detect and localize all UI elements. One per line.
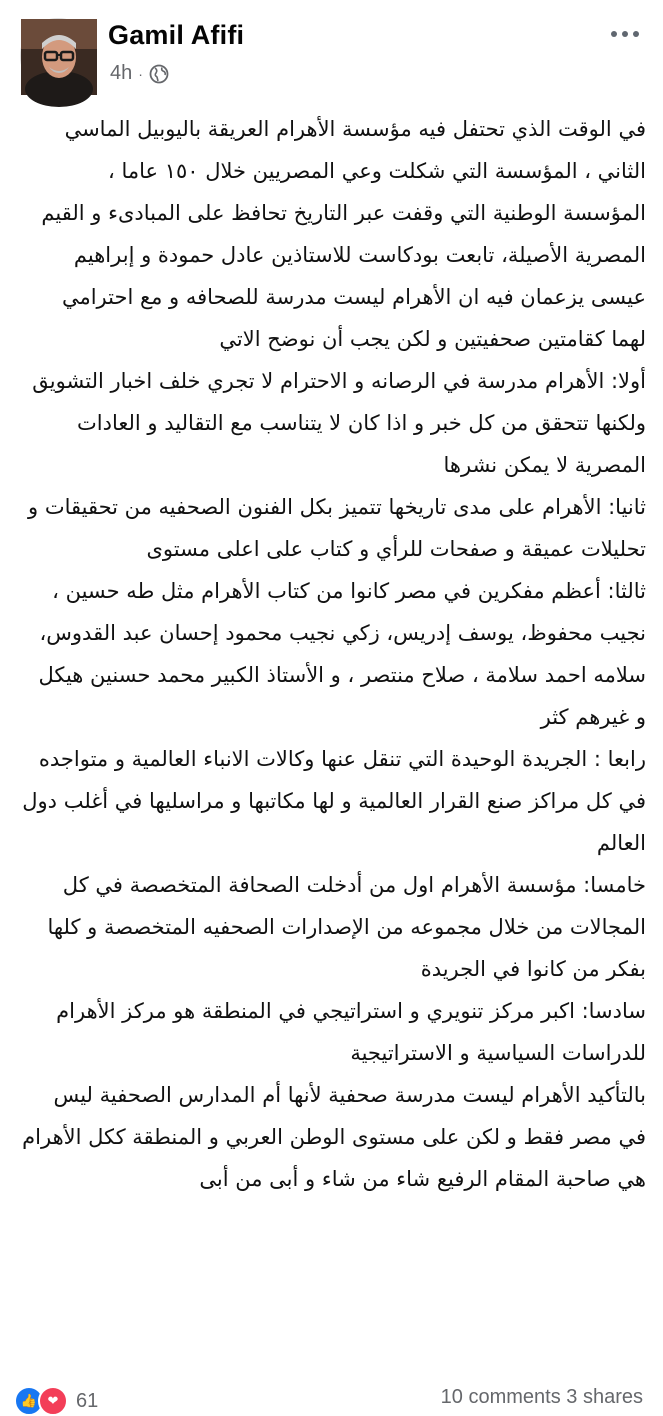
post-footer	[0, 1384, 663, 1412]
more-dot-icon	[622, 31, 628, 37]
post-paragraph: خامسا: مؤسسة الأهرام اول من أدخلت الصحافة المتخصصة في كل المجالات من خلال مجموعه من الإصدارات الصحفيه المتخصصة و كلها بفكر من كانوا في الجريدة	[47, 873, 646, 981]
post-header	[0, 0, 663, 100]
post-text	[22, 108, 646, 1200]
more-options-button[interactable]	[605, 22, 645, 46]
post-paragraph: أولا: الأهرام مدرسة في الرصانه و الاحترام لا تجري خلف اخبار التشويق ولكنها تتحقق من كل خبر و اذا كان لا يتناسب مع التقاليد و العادات المصرية لا يمكن نشرها	[32, 369, 646, 477]
post-paragraph: سادسا: اكبر مركز تنويري و استراتيجي في المنطقة هو مركز الأهرام للدراسات السياسية و الاستراتيجية	[56, 999, 646, 1065]
globe-icon	[149, 64, 169, 84]
post-meta	[110, 62, 169, 85]
post-paragraph: ثالثا: أعظم مفكرين في مصر كانوا من كتاب الأهرام مثل طه حسين ، نجيب محفوظ، يوسف إدريس، زكي نجيب محمود إحسان عبد القدوس، سلامه احمد سلامة ، صلاح منتصر ، و الأستاذ الكبير محمد حسنين هيكل و غيرهم كثر	[38, 579, 646, 729]
post-time[interactable]: 4h	[110, 62, 133, 84]
meta-separator: ·	[138, 65, 143, 82]
post-paragraph: ثانيا: الأهرام على مدى تاريخها تتميز بكل الفنون الصحفيه من تحقيقات و تحليلات عميقة و صفحات للرأي و كتاب على اعلى مستوى	[28, 495, 646, 561]
reactions-summary[interactable]	[14, 1386, 98, 1416]
more-dot-icon	[633, 31, 639, 37]
post-paragraph: في الوقت الذي تحتفل فيه مؤسسة الأهرام العريقة باليوبيل الماسي الثاني ، المؤسسة التي شكلت وعي المصريين خلال ١٥٠ عاما ، المؤسسة الوطنية التي وقفت عبر التاريخ تحافظ على المبادىء و القيم المصرية الأصيلة، تابعت بودكاست للاستاذين عادل حمودة و إبراهيم عيسى يزعمان فيه ان الأهرام ليست مدرسة للصحافه و مع احترامي لهما كقامتين صحفيتين و لكن يجب أن نوضح الاتي	[41, 117, 646, 351]
post-paragraph: بالتأكيد الأهرام ليست مدرسة صحفية لأنها أم المدارس الصحفية ليس في مصر فقط و لكن على مستوى الوطن العربي و المنطقة ككل الأهرام هي صاحبة المقام الرفيع شاء من شاء و أبى من أبى	[22, 1083, 646, 1191]
reaction-count: 61	[76, 1389, 99, 1412]
love-reaction-icon: ❤	[38, 1386, 68, 1416]
author-avatar[interactable]	[20, 18, 96, 94]
author-name[interactable]: Gamil Afifi	[108, 20, 245, 50]
post-paragraph: رابعا : الجريدة الوحيدة التي تنقل عنها وكالات الانباء العالمية و متواجده في كل مراكز صنع القرار العالمية و لها مكاتبها و مراسليها في أغلب دول العالم	[22, 747, 646, 855]
more-dot-icon	[611, 31, 617, 37]
avatar-image	[21, 19, 97, 95]
like-reaction-icon: 👍	[14, 1386, 44, 1416]
comments-shares-count[interactable]: 10 comments 3 shares	[440, 1386, 643, 1408]
